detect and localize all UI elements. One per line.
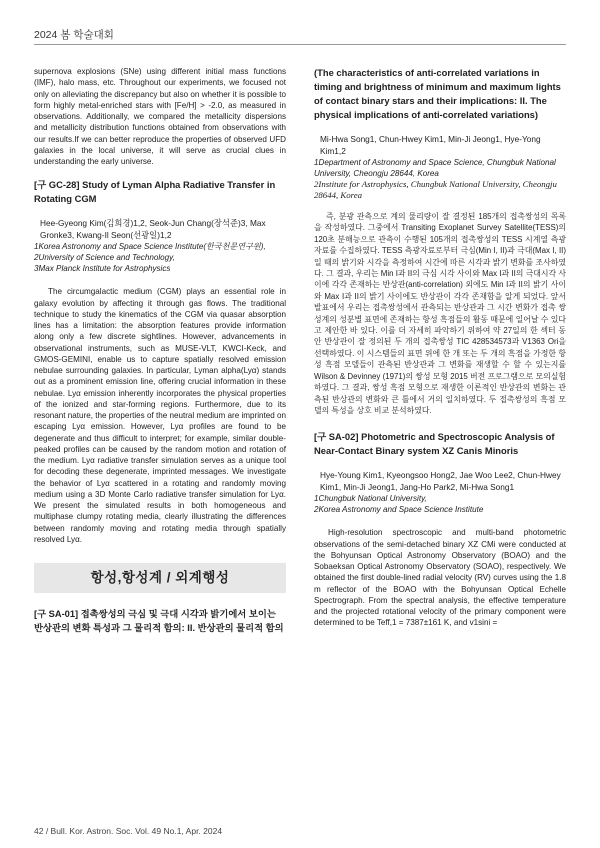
page-footer: 42 / Bull. Kor. Astron. Soc. Vol. 49 No.1, Apr. 2024 — [34, 826, 223, 836]
gc28-authors: Hee-Gyeong Kim(김희경)1,2, Seok-Jun Chang(장석준)3, Max Gronke3, Kwang-Il Seon(선광일)1,2 — [40, 218, 266, 240]
sa01-abstract: 즉, 분광 관측으로 계의 물리량이 잘 결정된 185개의 접촉쌍성의 목록을 작성하였다. 그중에서 Transiting Exoplanet Survey Satellite(TESS)의 120초 분해능으로 관측이 수행된 105개의 접촉쌍성의 TESS 시계열 측광자료를 수집하였다. TESS 측광자료로부터 극심(Min I, II)과 극대(Max I, II)일 때의 밝기와 시각을 측정하여 시간에 따른 시각과 밝기 변화를 조사하였다. 그 결과, 우리는 Min I과 II의 극심 시각 사이와 Max I과 II의 극대시각 사이에 각각 존재하는 반상관(anti-correlation) 외에도 Min I과 II의 밝기 사이와 Max I과 II의 밝기 사이에도 반상관이 각각 존재함을 알게 되었다. 앞서 발표에서 우리는 접촉쌍성에서 관측되는 반상관과 그 시간 변화가 접촉 쌍성계의 성분별 표면에 존재하는 항성 흑점들의 활동 때문에 일어날 수 있다고 제안한 바 있다. 이를 더 자세히 파악하기 위하여 약 27일의 한 섹터 동안 반상관이 잘 정의된 두 개의 접촉쌍성 TIC 428534573과 V1363 Ori을 선택하였다. 이 시스템들의 표면 위에 한 개 또는 두 개의 흑점을 가정한 항성 흑점 모델들이 관측된 반상관과 그 변화를 재생할 수 할 수 있는지를 Wilson & Devinney (1971)의 쌍성 모형 2015 버전 프로그램으로 모의실험하였다. 그 결과, 쌍성 흑점 모형으로 재생한 이론적인 반상관의 변화는 관측된 반상관의 변화와 큰 틀에서 거의 일치하였다. 두 접촉쌍성의 흑점 모델의 특성을 상호 비교 분석하였다. — [314, 212, 566, 415]
sa01-authors: Mi-Hwa Song1, Chun-Hwey Kim1, Min-Ji Jeong1, Hye-Yong Kim1,2 — [320, 134, 541, 156]
intro-paragraph: supernova explosions (SNe) using different initial mass functions (IMF), halo mass, etc. Throughout our experiments, we focused not only on alleviating the discrepancy but also on whether it is possible to form highly metal-enriched stars with [Fe/H] > -2.0, as measured in observations. Additionally, we compared the metallicity dispersions and metallicity distribution functions obtained from observations with our results.If we can better reproduce the properties of observed UFD galaxies in the local universe, it will serve as crucial clues in understanding the early universe. — [34, 67, 286, 166]
right-column — [314, 66, 566, 629]
section-banner: 항성,항성계 / 외계행성 — [34, 563, 286, 593]
sa02-authors: Hye-Young Kim1, Kyeongsoo Hong2, Jae Woo Lee2, Chun-Hwey Kim1, Min-Ji Jeong1, Jang-Ho Park2, Mi-Hwa Song1 — [320, 470, 561, 492]
sa01-korean-title: [구 SA-01] 접촉쌍성의 극심 및 극대 시각과 밝기에서 보이는 반상관의 변화 특성과 그 물리적 함의: II. 반상관의 물리적 함의 — [34, 609, 284, 633]
sa02-title: [구 SA-02] Photometric and Spectroscopic Analysis of Near-Contact Binary system XZ Canis Minoris — [314, 431, 555, 457]
header-divider — [34, 44, 566, 45]
gc28-abstract: The circumgalactic medium (CGM) plays an essential role in galaxy evolution by affecting it through gas flows. The traditional technique to study the kinematics of the CGM via quasar absorption lines has a limitation: the absorption features provide information along only a few discrete sightlines. However, advancements in observational instruments, such as MUSE-VLT, KWCI-Keck, and GMOS-GEMINI, enable us to capture spatially resolved emission nebulae surrounding galaxies. In particular, Lyman alpha(Lyα) stands out as a prominent emission line, offering crucial information in these nebulae. Lyα emission inherently incorporates the physical properties of the ionized and star-forming regions. Furthermore, due to its resonant nature, the properties of the neutral medium are imprinted on escaping Lyα emission. However, Lyα profiles are found to be degenerate and thus difficult to interpret; for example, similar double-peaked profiles can be caused by the random motion and rotation of the medium. Lyα radiative transfer simulation serves as a unique tool for decoding these degenerate, imprinted messages. We investigate the behavior of Lyα scattered in a rotating and randomly moving medium using a 3D Monte Carlo radiative transfer simulation for Lyα. We present the simulated results in both homogeneous and multiphase clumpy rotating media, clearly illustrating the differences between randomly moving and rotating media through spatially resolved Lyα. — [34, 287, 286, 544]
sa02-abstract: High-resolution spectroscopic and multi-band photometric observations of the semi-detached binary XZ CMi were conducted at the Bohyunsan Optical Astronomy Observatory (BOAO) and the Sobaeksan Optical Astronomy Observatory (SOAO), respectively. We obtained the first double-lined radial velocity (RV) curves using the 1.8 m reflector of the BOAO with the Bohyunsan Optical Echelle Spectrograph. From the spectral analysis, the effective temperature and the projected rotational velocity of the primary component were determined to be Teff,1 = 7387±161 K, and v1sini = — [314, 528, 566, 628]
gc28-affiliation-3: 3Max Planck Institute for Astrophysics — [34, 264, 171, 274]
gc28-title: [구 GC-28] Study of Lyman Alpha Radiative Transfer in Rotating CGM — [34, 179, 276, 205]
running-header: 2024 봄 학술대회 — [34, 29, 114, 41]
left-column — [34, 66, 286, 635]
sa01-english-title: (The characteristics of anti-correlated variations in timing and brightness of minimum and maximum lights of contact binary stars and their implications: II. The physical implications of anti-correlated variations) — [314, 67, 561, 120]
sa01-affiliation-1: 1Department of Astronomy and Space Science, Chungbuk National University, Cheongju 28644, Korea — [314, 158, 556, 178]
sa02-affiliation-2: 2Korea Astronomy and Space Science Institute — [314, 505, 484, 515]
gc28-affiliation-2: 2University of Science and Technology, — [34, 253, 175, 263]
sa01-affiliation-2: 2Institute for Astrophysics, Chungbuk National University, Cheongju 28644, Korea — [314, 179, 557, 200]
gc28-affiliation-1: 1Korea Astronomy and Space Science Institute(한국천문연구원), — [34, 242, 266, 252]
sa02-affiliation-1: 1Chungbuk National University, — [314, 494, 427, 504]
